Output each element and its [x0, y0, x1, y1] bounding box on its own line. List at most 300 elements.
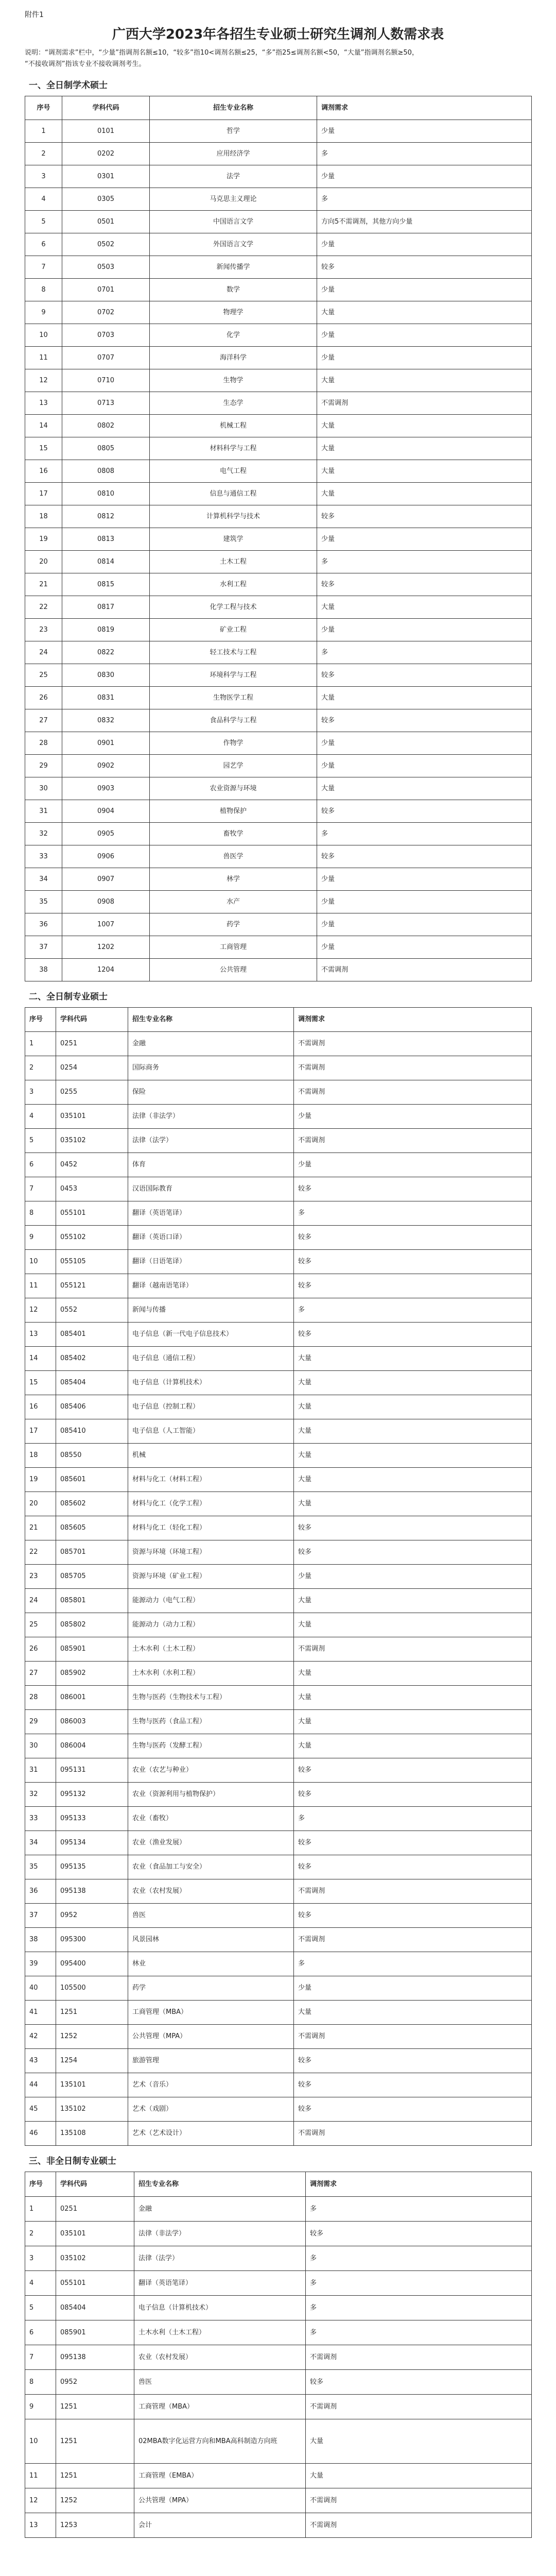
table-row — [25, 2320, 532, 2345]
subject-code: 0802 — [62, 415, 150, 437]
adjustment-demand: 少量 — [317, 913, 532, 936]
table-row — [25, 573, 532, 596]
adjustment-demand: 少量 — [317, 528, 532, 551]
subject-code: 0902 — [62, 755, 150, 777]
major-name: 土木工程 — [150, 551, 317, 573]
row-number: 13 — [25, 1323, 56, 1347]
row-number: 31 — [25, 1758, 56, 1783]
table-row — [25, 1565, 532, 1589]
major-name: 翻译（英语口译） — [128, 1226, 294, 1250]
row-number: 17 — [25, 1419, 56, 1444]
table-row — [25, 369, 532, 392]
major-name: 翻译（日语笔译） — [128, 1250, 294, 1274]
row-number: 22 — [25, 1540, 56, 1565]
table-row — [25, 687, 532, 709]
row-number: 33 — [25, 845, 62, 868]
table-row — [25, 211, 532, 233]
table-row — [25, 1129, 532, 1153]
subject-code: 085901 — [56, 2320, 134, 2345]
subject-code: 095132 — [56, 1783, 128, 1807]
table-row — [25, 1032, 532, 1056]
subject-code: 0952 — [56, 1904, 128, 1928]
row-number: 28 — [25, 1686, 56, 1710]
academic-table — [25, 96, 532, 981]
adjustment-demand: 多 — [306, 2197, 532, 2222]
subject-code: 08550 — [56, 1444, 128, 1468]
row-number: 9 — [25, 2395, 56, 2419]
table-row — [25, 1056, 532, 1080]
row-number: 7 — [25, 1177, 56, 1201]
major-name: 土木水利（土木工程） — [134, 2320, 306, 2345]
adjustment-demand: 少量 — [294, 1105, 532, 1129]
table-row — [25, 1637, 532, 1662]
table-row — [25, 1492, 532, 1516]
major-name: 法律（非法学） — [134, 2222, 306, 2246]
table-row — [25, 2049, 532, 2073]
adjustment-demand: 多 — [294, 1298, 532, 1323]
row-number: 18 — [25, 1444, 56, 1468]
subject-code: 085406 — [56, 1395, 128, 1419]
major-name: 翻译（英语笔译） — [128, 1201, 294, 1226]
table-row — [25, 1855, 532, 1879]
subject-code: 0904 — [62, 800, 150, 823]
table-row — [25, 347, 532, 369]
table-row — [25, 551, 532, 573]
row-number: 45 — [25, 2097, 56, 2122]
major-name: 汉语国际教育 — [128, 1177, 294, 1201]
adjustment-demand: 不需调剂 — [294, 1056, 532, 1080]
adjustment-demand: 大量 — [306, 2419, 532, 2464]
table-row — [25, 891, 532, 913]
major-name: 化学工程与技术 — [150, 596, 317, 619]
adjustment-demand: 少量 — [317, 347, 532, 369]
table-row — [25, 392, 532, 415]
row-number: 16 — [25, 460, 62, 483]
major-name: 会计 — [134, 2513, 306, 2538]
adjustment-demand: 不需调剂 — [294, 1928, 532, 1952]
subject-code: 085410 — [56, 1419, 128, 1444]
subject-code: 0903 — [62, 777, 150, 800]
subject-code: 095138 — [56, 1879, 128, 1904]
major-name: 物理学 — [150, 301, 317, 324]
adjustment-demand: 少量 — [317, 868, 532, 891]
adjustment-demand: 较多 — [294, 2049, 532, 2073]
row-number: 1 — [25, 2197, 56, 2222]
table-row — [25, 324, 532, 347]
major-name: 02MBA数字化运营方向和MBA高科制造方向班 — [134, 2419, 306, 2464]
row-number: 8 — [25, 2370, 56, 2395]
subject-code: 0905 — [62, 823, 150, 845]
subject-code: 0552 — [56, 1298, 128, 1323]
subject-code: 0305 — [62, 188, 150, 211]
table-row — [25, 1831, 532, 1855]
subject-code: 0906 — [62, 845, 150, 868]
note-line: “不接收调剂”指该专业不接收调剂考生。 — [25, 60, 146, 68]
subject-code: 1007 — [62, 913, 150, 936]
row-number: 33 — [25, 1807, 56, 1831]
table-row — [25, 1153, 532, 1177]
subject-code: 0452 — [56, 1153, 128, 1177]
subject-code: 0815 — [62, 573, 150, 596]
subject-code: 086003 — [56, 1710, 128, 1734]
row-number: 13 — [25, 392, 62, 415]
major-name: 药学 — [128, 1976, 294, 2001]
row-number: 19 — [25, 528, 62, 551]
adjustment-demand: 大量 — [317, 460, 532, 483]
row-number: 15 — [25, 437, 62, 460]
adjustment-demand: 较多 — [294, 1250, 532, 1274]
subject-code: 0713 — [62, 392, 150, 415]
subject-code: 0830 — [62, 664, 150, 687]
major-name: 外国语言文学 — [150, 233, 317, 256]
subject-code: 0251 — [56, 1032, 128, 1056]
adjustment-demand: 少量 — [317, 732, 532, 755]
table-row — [25, 1468, 532, 1492]
table-row — [25, 1589, 532, 1613]
row-number: 38 — [25, 1928, 56, 1952]
major-name: 工商管理（MBA） — [134, 2395, 306, 2419]
table-row — [25, 120, 532, 143]
table-row — [25, 936, 532, 959]
adjustment-demand: 较多 — [294, 1831, 532, 1855]
adjustment-demand: 少量 — [317, 233, 532, 256]
major-name: 资源与环境（矿业工程） — [128, 1565, 294, 1589]
row-number: 26 — [25, 687, 62, 709]
table-row — [25, 1516, 532, 1540]
adjustment-demand: 多 — [294, 1807, 532, 1831]
adjustment-demand: 较多 — [294, 2073, 532, 2097]
adjustment-demand: 较多 — [317, 709, 532, 732]
major-name: 农业资源与环境 — [150, 777, 317, 800]
adjustment-demand: 大量 — [294, 1662, 532, 1686]
subject-code: 0301 — [62, 165, 150, 188]
subject-code: 0812 — [62, 505, 150, 528]
row-number: 13 — [25, 2513, 56, 2538]
row-number: 36 — [25, 913, 62, 936]
adjustment-demand: 大量 — [294, 1734, 532, 1758]
column-header: 学科代码 — [56, 2172, 134, 2197]
subject-code: 1251 — [56, 2419, 134, 2464]
table-header-row — [25, 1008, 532, 1032]
section-heading-parttime: 三、非全日制专业硕士 — [29, 2156, 116, 2166]
table-row — [25, 483, 532, 505]
major-name: 计算机科学与技术 — [150, 505, 317, 528]
row-number: 10 — [25, 324, 62, 347]
subject-code: 0813 — [62, 528, 150, 551]
note-line: 说明：“调剂需求”栏中，“少量”指调剂名额≤10，“较多”指10<调剂名额≤25，“多”指25≤调剂名额<50，“大量”指调剂名额≥50， — [25, 49, 419, 57]
adjustment-demand: 大量 — [317, 687, 532, 709]
major-name: 林业 — [128, 1952, 294, 1976]
table-row — [25, 2246, 532, 2271]
adjustment-demand: 方向5不需调剂，其他方向少量 — [317, 211, 532, 233]
table-row — [25, 2122, 532, 2146]
subject-code: 0703 — [62, 324, 150, 347]
subject-code: 1251 — [56, 2395, 134, 2419]
subject-code: 035102 — [56, 1129, 128, 1153]
adjustment-demand: 不需调剂 — [306, 2395, 532, 2419]
major-name: 艺术（戏剧） — [128, 2097, 294, 2122]
row-number: 32 — [25, 1783, 56, 1807]
adjustment-demand: 较多 — [294, 1783, 532, 1807]
table-row — [25, 1201, 532, 1226]
table-row — [25, 2097, 532, 2122]
row-number: 40 — [25, 1976, 56, 2001]
major-name: 园艺学 — [150, 755, 317, 777]
row-number: 5 — [25, 1129, 56, 1153]
subject-code: 055102 — [56, 1226, 128, 1250]
major-name: 兽医 — [134, 2370, 306, 2395]
subject-code: 085901 — [56, 1637, 128, 1662]
major-name: 农业（农村发展） — [128, 1879, 294, 1904]
subject-code: 0822 — [62, 641, 150, 664]
adjustment-demand: 多 — [317, 551, 532, 573]
row-number: 39 — [25, 1952, 56, 1976]
row-number: 44 — [25, 2073, 56, 2097]
table-row — [25, 460, 532, 483]
adjustment-demand: 大量 — [294, 1710, 532, 1734]
row-number: 10 — [25, 2419, 56, 2464]
row-number: 4 — [25, 188, 62, 211]
adjustment-demand: 不需调剂 — [294, 1032, 532, 1056]
major-name: 药学 — [150, 913, 317, 936]
major-name: 翻译（英语笔译） — [134, 2271, 306, 2296]
row-number: 15 — [25, 1371, 56, 1395]
row-number: 9 — [25, 301, 62, 324]
adjustment-demand: 多 — [306, 2271, 532, 2296]
table-row — [25, 1976, 532, 2001]
subject-code: 1251 — [56, 2464, 134, 2488]
subject-code: 0901 — [62, 732, 150, 755]
subject-code: 095138 — [56, 2345, 134, 2370]
subject-code: 0810 — [62, 483, 150, 505]
table-row — [25, 1807, 532, 1831]
subject-code: 085404 — [56, 1371, 128, 1395]
table-row — [25, 1952, 532, 1976]
adjustment-demand: 少量 — [294, 1153, 532, 1177]
column-header: 调剂需求 — [294, 1008, 532, 1032]
row-number: 6 — [25, 1153, 56, 1177]
table-row — [25, 777, 532, 800]
major-name: 机械工程 — [150, 415, 317, 437]
column-header: 学科代码 — [56, 1008, 128, 1032]
adjustment-demand: 多 — [317, 188, 532, 211]
subject-code: 055121 — [56, 1274, 128, 1298]
table-row — [25, 1323, 532, 1347]
adjustment-demand: 较多 — [294, 1323, 532, 1347]
major-name: 工商管理（EMBA） — [134, 2464, 306, 2488]
subject-code: 0814 — [62, 551, 150, 573]
subject-code: 0808 — [62, 460, 150, 483]
major-name: 体育 — [128, 1153, 294, 1177]
table-row — [25, 732, 532, 755]
adjustment-demand: 大量 — [317, 301, 532, 324]
major-name: 农业（食品加工与安全） — [128, 1855, 294, 1879]
subject-code: 1252 — [56, 2488, 134, 2513]
adjustment-demand: 少量 — [317, 619, 532, 641]
table-row — [25, 528, 532, 551]
row-number: 28 — [25, 732, 62, 755]
adjustment-demand: 较多 — [306, 2370, 532, 2395]
adjustment-demand: 多 — [317, 641, 532, 664]
subject-code: 0254 — [56, 1056, 128, 1080]
adjustment-demand: 多 — [294, 1952, 532, 1976]
major-name: 艺术（音乐） — [128, 2073, 294, 2097]
table-header-row — [25, 2172, 532, 2197]
major-name: 兽医学 — [150, 845, 317, 868]
adjustment-demand: 大量 — [294, 1613, 532, 1637]
adjustment-demand: 较多 — [294, 1274, 532, 1298]
row-number: 34 — [25, 868, 62, 891]
major-name: 法律（法学） — [134, 2246, 306, 2271]
row-number: 20 — [25, 1492, 56, 1516]
explanation-note — [25, 47, 531, 70]
adjustment-demand: 多 — [294, 1201, 532, 1226]
major-name: 矿业工程 — [150, 619, 317, 641]
row-number: 16 — [25, 1395, 56, 1419]
table-row — [25, 1904, 532, 1928]
major-name: 电子信息（通信工程） — [128, 1347, 294, 1371]
table-row — [25, 664, 532, 687]
major-name: 中国语言文学 — [150, 211, 317, 233]
major-name: 新闻传播学 — [150, 256, 317, 279]
subject-code: 055101 — [56, 1201, 128, 1226]
row-number: 35 — [25, 891, 62, 913]
major-name: 公共管理（MPA） — [128, 2025, 294, 2049]
attachment-label: 附件1 — [25, 11, 44, 19]
row-number: 29 — [25, 755, 62, 777]
adjustment-demand: 较多 — [294, 1177, 532, 1201]
table-row — [25, 1928, 532, 1952]
table-row — [25, 959, 532, 981]
table-row — [25, 279, 532, 301]
subject-code: 0202 — [62, 143, 150, 165]
table-row — [25, 256, 532, 279]
row-number: 20 — [25, 551, 62, 573]
row-number: 12 — [25, 1298, 56, 1323]
table-row — [25, 233, 532, 256]
subject-code: 1252 — [56, 2025, 128, 2049]
row-number: 14 — [25, 415, 62, 437]
major-name: 电子信息（控制工程） — [128, 1395, 294, 1419]
major-name: 机械 — [128, 1444, 294, 1468]
major-name: 食品科学与工程 — [150, 709, 317, 732]
table-row — [25, 1105, 532, 1129]
adjustment-demand: 不需调剂 — [294, 1080, 532, 1105]
subject-code: 1253 — [56, 2513, 134, 2538]
adjustment-demand: 大量 — [294, 1589, 532, 1613]
adjustment-demand: 多 — [317, 143, 532, 165]
adjustment-demand: 少量 — [294, 1565, 532, 1589]
table-row — [25, 1177, 532, 1201]
table-row — [25, 437, 532, 460]
table-row — [25, 2296, 532, 2320]
row-number: 14 — [25, 1347, 56, 1371]
row-number: 25 — [25, 664, 62, 687]
table-row — [25, 800, 532, 823]
major-name: 风景园林 — [128, 1928, 294, 1952]
subject-code: 095300 — [56, 1928, 128, 1952]
major-name: 法律（非法学） — [128, 1105, 294, 1129]
subject-code: 085401 — [56, 1323, 128, 1347]
subject-code: 0805 — [62, 437, 150, 460]
row-number: 11 — [25, 2464, 56, 2488]
subject-code: 1251 — [56, 2001, 128, 2025]
subject-code: 0702 — [62, 301, 150, 324]
major-name: 生物医学工程 — [150, 687, 317, 709]
major-name: 建筑学 — [150, 528, 317, 551]
table-row — [25, 709, 532, 732]
column-header: 序号 — [25, 96, 62, 120]
adjustment-demand: 不需调剂 — [294, 1879, 532, 1904]
subject-code: 1202 — [62, 936, 150, 959]
subject-code: 1254 — [56, 2049, 128, 2073]
table-row — [25, 1274, 532, 1298]
column-header: 序号 — [25, 2172, 56, 2197]
major-name: 兽医 — [128, 1904, 294, 1928]
subject-code: 0255 — [56, 1080, 128, 1105]
major-name: 土木水利（土木工程） — [128, 1637, 294, 1662]
subject-code: 095135 — [56, 1855, 128, 1879]
major-name: 畜牧学 — [150, 823, 317, 845]
row-number: 8 — [25, 1201, 56, 1226]
subject-code: 135101 — [56, 2073, 128, 2097]
subject-code: 085402 — [56, 1347, 128, 1371]
subject-code: 095134 — [56, 1831, 128, 1855]
major-name: 法律（法学） — [128, 1129, 294, 1153]
row-number: 24 — [25, 641, 62, 664]
major-name: 金融 — [128, 1032, 294, 1056]
table-row — [25, 2073, 532, 2097]
adjustment-demand: 少量 — [317, 324, 532, 347]
row-number: 21 — [25, 573, 62, 596]
row-number: 43 — [25, 2049, 56, 2073]
subject-code: 095133 — [56, 1807, 128, 1831]
row-number: 32 — [25, 823, 62, 845]
table-row — [25, 2370, 532, 2395]
row-number: 46 — [25, 2122, 56, 2146]
adjustment-demand: 大量 — [317, 437, 532, 460]
row-number: 24 — [25, 1589, 56, 1613]
column-header: 学科代码 — [62, 96, 150, 120]
row-number: 37 — [25, 936, 62, 959]
adjustment-demand: 大量 — [317, 369, 532, 392]
major-name: 电子信息（计算机技术） — [128, 1371, 294, 1395]
major-name: 植物保护 — [150, 800, 317, 823]
row-number: 41 — [25, 2001, 56, 2025]
adjustment-demand: 不需调剂 — [317, 392, 532, 415]
major-name: 水产 — [150, 891, 317, 913]
major-name: 资源与环境（环境工程） — [128, 1540, 294, 1565]
subject-code: 085404 — [56, 2296, 134, 2320]
table-row — [25, 2488, 532, 2513]
row-number: 12 — [25, 369, 62, 392]
subject-code: 0831 — [62, 687, 150, 709]
table-row — [25, 415, 532, 437]
adjustment-demand: 较多 — [294, 1226, 532, 1250]
subject-code: 0832 — [62, 709, 150, 732]
table-row — [25, 1734, 532, 1758]
row-number: 23 — [25, 619, 62, 641]
subject-code: 0501 — [62, 211, 150, 233]
table-row — [25, 1879, 532, 1904]
subject-code: 035102 — [56, 2246, 134, 2271]
column-header: 调剂需求 — [317, 96, 532, 120]
subject-code: 0907 — [62, 868, 150, 891]
adjustment-demand: 较多 — [294, 1855, 532, 1879]
table-row — [25, 2464, 532, 2488]
section-heading-professional: 二、全日制专业硕士 — [29, 992, 108, 1002]
row-number: 7 — [25, 256, 62, 279]
